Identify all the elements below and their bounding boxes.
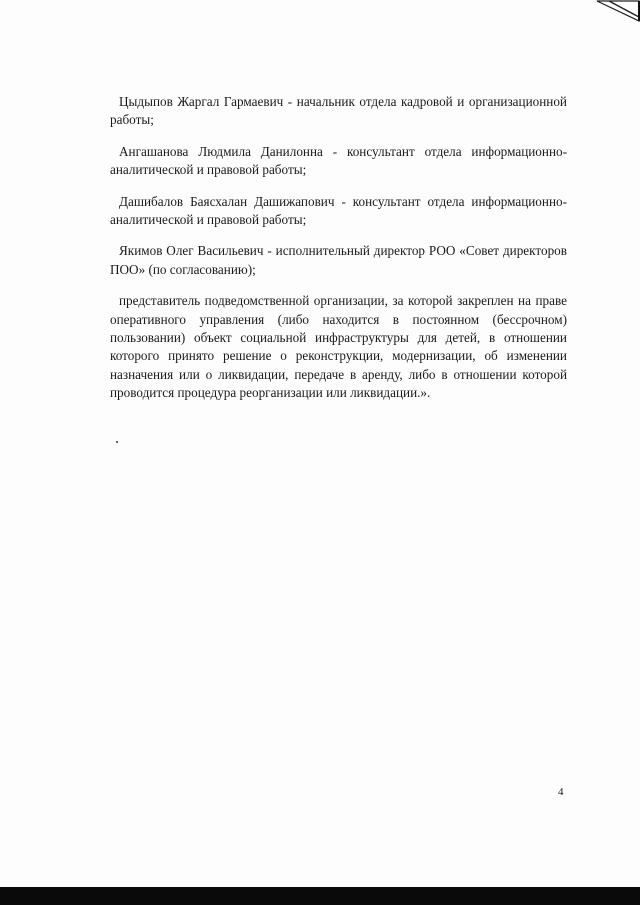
organization-representative-clause: представитель подведомственной организации, за которой закреплен на праве оперативного управления (либо находится в постоянном (бессрочном) пользовании) объект социальной инфраструктуры для детей, в отношении которого принято решение о реконструкции, модернизации, об изменении назначения или о ликвидации, передаче в аренду, либо в отношении которой проводится процедура реорганизации или ликвидации.». [110,293,567,401]
document-body [110,93,567,403]
scan-bottom-edge [0,887,640,905]
member-tsydypov: Цыдыпов Жаргал Гармаевич - начальник отдела кадровой и организационной работы; [110,94,567,128]
member-dashibalov: Дашибалов Баясхалан Дашижапович - консультант отдела информационно-аналитической и правовой работы; [110,193,567,228]
page-number: 4 [558,786,564,798]
folded-corner-mark [595,0,640,22]
member-yakimov: Якимов Олег Васильевич - исполнительный директор РОО «Совет директоров ПОО» (по согласованию); [110,243,567,277]
member-angashanova: Ангашанова Людмила Данилонна - консультант отдела информационно-аналитической и правовой работы; [110,143,567,178]
scan-speck [116,441,118,443]
